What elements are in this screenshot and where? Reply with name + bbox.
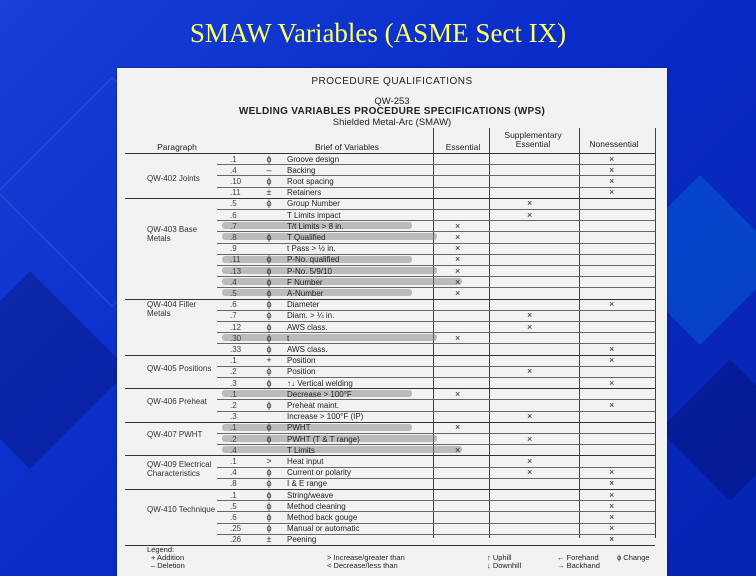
essential-mark: × [455, 265, 461, 276]
column-header-essential: Essential [445, 142, 481, 152]
row-brief: Manual or automatic [287, 524, 360, 534]
row-brief: PWHT [287, 423, 311, 433]
row-brief: Position [287, 356, 316, 366]
row-brief: P-No. qualified [287, 255, 340, 265]
background-diamond-decoration [0, 271, 129, 469]
table-row [117, 288, 667, 299]
column-header-nonessential: Nonessential [589, 139, 639, 149]
process-name: Shielded Metal-Arc (SMAW) [332, 117, 452, 128]
row-brief: PWHT (T & T range) [287, 434, 360, 444]
legend-downhill: ↓ Downhill [487, 561, 522, 570]
row-paragraph: .2 [230, 367, 237, 377]
legend-backhand: → Backhand [557, 561, 600, 570]
table-row [117, 243, 667, 254]
row-symbol: ϕ [266, 343, 272, 354]
row-symbol: ϕ [266, 478, 272, 489]
row-paragraph: .6 [230, 300, 237, 310]
table-row [117, 411, 667, 422]
supplementary-mark: × [527, 467, 533, 478]
nonessential-mark: × [609, 511, 615, 522]
row-paragraph: .1 [230, 389, 237, 399]
row-symbol: ϕ [266, 500, 272, 511]
group-label: QW-403 Base Metals [147, 225, 198, 243]
row-paragraph: .4 [230, 165, 237, 175]
table-row [117, 344, 667, 355]
row-brief: T/t Limits > 8 in. [287, 221, 344, 231]
row-symbol: ϕ [266, 377, 272, 388]
table-row [117, 378, 667, 389]
nonessential-mark: × [609, 399, 615, 410]
supplementary-mark: × [527, 433, 533, 444]
row-symbol: ϕ [266, 153, 272, 164]
row-brief: Groove design [287, 154, 340, 164]
table-row [117, 198, 667, 209]
nonessential-mark: × [609, 534, 615, 545]
row-paragraph: .4 [230, 445, 237, 455]
table-row [117, 534, 667, 545]
row-paragraph: .3 [230, 378, 237, 388]
legend-increase: > Increase/greater than [327, 553, 405, 562]
column-header-brief: Brief of Variables [314, 142, 380, 152]
nonessential-mark: × [609, 175, 615, 186]
essential-mark: × [455, 220, 461, 231]
row-symbol: ϕ [266, 433, 272, 444]
legend-addition: + Addition [151, 553, 185, 562]
table-row [117, 322, 667, 333]
nonessential-mark: × [609, 478, 615, 489]
row-paragraph: .9 [230, 244, 237, 254]
row-paragraph: .30 [230, 333, 242, 343]
legend-deletion: – Deletion [151, 561, 185, 570]
column-header-paragraph: Paragraph [157, 142, 197, 152]
row-symbol: ϕ [266, 366, 272, 377]
row-brief: Position [287, 367, 316, 377]
table-row [117, 266, 667, 277]
row-divider [125, 545, 655, 546]
row-symbol: ϕ [266, 489, 272, 500]
row-brief: Decrease > 100°F [287, 389, 352, 399]
row-brief: Current or polarity [287, 468, 352, 478]
row-paragraph: .5 [230, 199, 237, 209]
row-brief: AWS class. [287, 344, 328, 354]
supplementary-mark: × [527, 455, 533, 466]
legend-uphill: ↑ Uphill [487, 553, 512, 562]
row-paragraph: .1 [230, 456, 237, 466]
row-symbol: ϕ [266, 467, 272, 478]
nonessential-mark: × [609, 299, 615, 310]
nonessential-mark: × [609, 500, 615, 511]
supplementary-mark: × [527, 209, 533, 220]
table-row [117, 523, 667, 534]
essential-mark: × [455, 444, 461, 455]
table-row [117, 478, 667, 489]
row-symbol: ϕ [266, 310, 272, 321]
row-paragraph: .12 [230, 322, 242, 332]
nonessential-mark: × [609, 377, 615, 388]
row-brief: Heat input [287, 456, 324, 466]
row-symbol: ± [266, 534, 272, 545]
row-paragraph: .25 [230, 524, 242, 534]
row-symbol: ϕ [266, 332, 272, 343]
row-brief: P-No. 5/9/10 [287, 266, 332, 276]
legend-forehand: ← Forehand [557, 553, 599, 562]
group-label: QW-404 Filler Metals [147, 300, 197, 318]
row-brief: Group Number [287, 199, 340, 209]
nonessential-mark: × [609, 489, 615, 500]
row-paragraph: .7 [230, 311, 237, 321]
row-symbol: ϕ [266, 511, 272, 522]
essential-mark: × [455, 231, 461, 242]
row-brief: Increase > 100°F (IP) [287, 412, 364, 422]
row-brief: Backing [287, 165, 316, 175]
row-symbol: ϕ [266, 198, 272, 209]
row-symbol: > [266, 455, 272, 466]
essential-mark: × [455, 388, 461, 399]
row-paragraph: .5 [230, 501, 237, 511]
row-brief: Retainers [287, 188, 322, 198]
background-diamond-decoration [659, 359, 756, 500]
essential-mark: × [455, 276, 461, 287]
essential-mark: × [455, 287, 461, 298]
group-label: QW-407 PWHT [147, 430, 203, 439]
supplementary-mark: × [527, 366, 533, 377]
row-brief: ↑↓ Vertical welding [287, 378, 353, 388]
row-brief: A-Number [287, 288, 324, 298]
legend-change: ϕ Change [617, 553, 650, 562]
table-row [117, 490, 667, 501]
row-symbol: ϕ [266, 231, 272, 242]
row-paragraph: .33 [230, 344, 242, 354]
row-symbol: ϕ [266, 422, 272, 433]
row-symbol: – [266, 164, 272, 175]
table-row [117, 254, 667, 265]
nonessential-mark: × [609, 467, 615, 478]
row-symbol: ϕ [266, 523, 272, 534]
table-id: QW-253 [374, 96, 410, 107]
row-paragraph: .10 [230, 176, 242, 186]
supplementary-mark: × [527, 321, 533, 332]
row-brief: T Qualified [287, 232, 326, 242]
nonessential-mark: × [609, 164, 615, 175]
row-brief: I & E range [287, 479, 328, 489]
supplementary-mark: × [527, 310, 533, 321]
group-label: QW-402 Joints [147, 174, 200, 183]
essential-mark: × [455, 422, 461, 433]
nonessential-mark: × [609, 187, 615, 198]
row-brief: Method back gouge [287, 512, 358, 522]
row-paragraph: .5 [230, 288, 237, 298]
scanned-document [117, 68, 667, 576]
nonessential-mark: × [609, 343, 615, 354]
table-row [117, 210, 667, 221]
table-row [117, 445, 667, 456]
table-row [117, 154, 667, 165]
row-paragraph: .26 [230, 535, 242, 545]
row-paragraph: .6 [230, 512, 237, 522]
row-paragraph: .4 [230, 468, 237, 478]
table-row [117, 277, 667, 288]
row-brief: Diam. > ¼ in. [287, 311, 335, 321]
essential-mark: × [455, 254, 461, 265]
row-paragraph: .2 [230, 434, 237, 444]
table-row [117, 333, 667, 344]
document-header: PROCEDURE QUALIFICATIONS [311, 76, 473, 87]
row-brief: T Limits [287, 445, 315, 455]
row-symbol: ϕ [266, 175, 272, 186]
row-symbol: ϕ [266, 299, 272, 310]
row-brief: Peening [287, 535, 317, 545]
row-brief: T Limits impact [287, 210, 341, 220]
slide-title: SMAW Variables (ASME Sect IX) [189, 18, 567, 48]
row-brief: String/weave [287, 490, 334, 500]
row-paragraph: .8 [230, 232, 237, 242]
row-brief: Root spacing [287, 176, 334, 186]
group-label: QW-405 Positions [147, 364, 212, 373]
row-paragraph: .11 [230, 188, 241, 198]
essential-mark: × [455, 243, 461, 254]
table-title: WELDING VARIABLES PROCEDURE SPECIFICATIONS (WPS) [238, 106, 546, 117]
essential-mark: × [455, 332, 461, 343]
row-brief: t Pass > ½ in. [287, 244, 336, 254]
supplementary-mark: × [527, 198, 533, 209]
supplementary-mark: × [527, 411, 533, 422]
row-brief: Preheat maint. [287, 400, 340, 410]
nonessential-mark: × [609, 153, 615, 164]
column-header-supplementary: Supplementary Essential [504, 130, 562, 149]
row-symbol: ϕ [266, 287, 272, 298]
row-paragraph: .1 [230, 423, 237, 433]
legend-decrease: < Decrease/less than [327, 561, 398, 570]
row-paragraph: .1 [230, 356, 237, 366]
table-row [117, 187, 667, 198]
row-paragraph: .8 [230, 479, 237, 489]
group-label: QW-409 Electrical Characteristics [147, 460, 212, 478]
group-label: QW-406 Preheat [147, 397, 207, 406]
row-paragraph: .1 [230, 490, 237, 500]
row-paragraph: .7 [230, 221, 237, 231]
row-brief: t [287, 333, 290, 343]
row-symbol: ϕ [266, 254, 272, 265]
row-symbol: ϕ [266, 399, 272, 410]
row-paragraph: .11 [230, 255, 241, 265]
row-symbol: ϕ [266, 265, 272, 276]
row-brief: F Number [287, 277, 323, 287]
legend-title: Legend: [147, 545, 175, 554]
row-symbol: ϕ [266, 321, 272, 332]
row-brief: AWS class. [287, 322, 328, 332]
row-symbol: ± [266, 187, 272, 198]
row-paragraph: .2 [230, 400, 237, 410]
row-paragraph: .4 [230, 277, 237, 287]
row-symbol: ϕ [266, 276, 272, 287]
row-paragraph: .3 [230, 412, 237, 422]
group-label: QW-410 Technique [147, 505, 216, 514]
row-brief: Diameter [287, 300, 320, 310]
row-paragraph: .13 [230, 266, 242, 276]
nonessential-mark: × [609, 355, 615, 366]
nonessential-mark: × [609, 523, 615, 534]
row-brief: Method cleaning [287, 501, 346, 511]
row-symbol: + [266, 355, 272, 366]
row-paragraph: .6 [230, 210, 237, 220]
row-paragraph: .1 [230, 154, 237, 164]
